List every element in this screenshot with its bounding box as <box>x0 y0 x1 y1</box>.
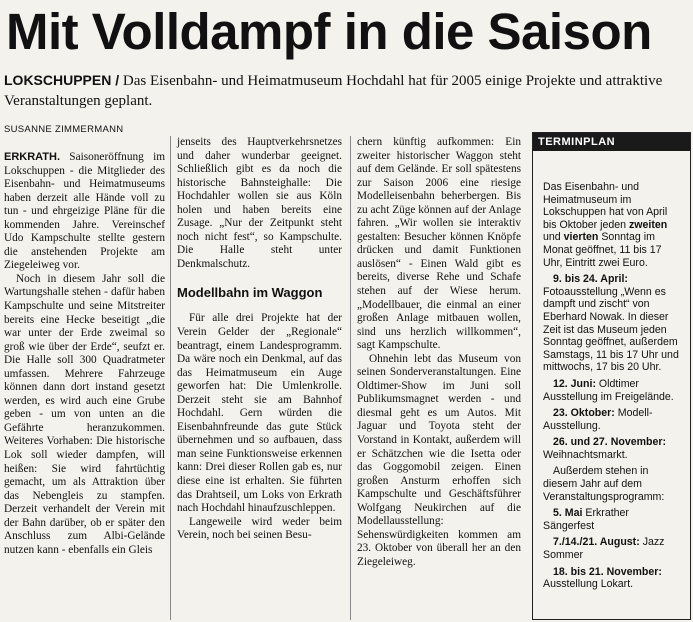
event-text: Erkrather Sängerfest <box>543 507 629 532</box>
headline: Mit Volldampf in die Saison <box>6 3 652 60</box>
event-text: Oldtimer Ausstellung im Freigelände. <box>543 377 674 403</box>
event-date: 7./14./21. August: <box>553 536 640 549</box>
event-date: 12. Juni: <box>553 377 596 390</box>
event-text: Ausstellung Lokart. <box>543 578 634 591</box>
event-item <box>543 273 683 374</box>
event-date: 26. und 27. November: <box>553 436 667 449</box>
event-date: 5. Mai <box>553 507 583 520</box>
intro-bold-vierten: vierten <box>563 231 599 244</box>
event-date: 9. bis 24. April: <box>553 273 628 286</box>
event-text: Weihnachtsmarkt. <box>543 448 628 461</box>
col3-paragraph-1: chern künftig aufkommen: Ein zweiter historischer Waggon steht auf dem Gelände. Er soll spätestens zur Saison 2006 eine riesige Modelleisenbahn beherbergen. Bis zu acht Züge können auf der Anlage fahren. „Wir wollen sie interaktiv gestalten: Besucher können Knöpfe drücken und damit Funktionen auslösen“ - Einen Wald gibt es bereits, diverse Rehe und Schafe stehen auf der Wiese herum. „Modellbauer, die einmal an einer großen Anlage mitbauen wollen, sind uns herzlich willkommen“, sagt Kampschulte. <box>357 136 521 352</box>
article-column-3 <box>357 136 521 570</box>
event-item <box>543 378 683 403</box>
col2-paragraph-1: jenseits des Hauptverkehrsnetzes und daher wunderbar geeignet. Schließlich gibt es da noch die historische Bahnsteighalle: Die Hochdahler wollen sie aus Köln holen und haben bereits eine Zusage. „Nur der Zeitpunkt steht noch nicht fest“, so Kampschulte. Die Halle steht unter Denkmalschutz. <box>177 136 342 270</box>
article-column-1 <box>4 151 165 557</box>
event-date: 23. Oktober: <box>553 407 615 420</box>
column-divider <box>350 136 351 620</box>
col2-paragraph-3: Langeweile wird weder beim Verein, noch bei seinen Besu- <box>177 515 342 542</box>
event-text: Außerdem stehen in diesem Jahr auf dem Veranstaltungsprogramm: <box>543 465 665 503</box>
article-column-2 <box>177 136 342 543</box>
col2-paragraph-2: Für alle drei Projekte hat der Verein Gelder der „Regionale“ beantragt, einem Landesprogramm. Da wäre noch ein Denkmal, auf das das Heimatmuseum ein Auge geworfen hat: Die Umlenkrolle. Derzeit steht sie am Bahnhof Hochdahl. Gern würden die Eisenbahnfreunde das gute Stück übernehmen und so aufbauen, dass man seine Funktionsweise erkennen kann: Drei dieser Rollen gab es, nur diese eine ist erhalten. Sie führten das Drahtseil, um Loks von Erkrath nach Hochdahl hinaufzuschleppen. <box>177 312 342 515</box>
intro-bold-zweiten: zweiten <box>628 218 668 231</box>
event-text: Modell-Ausstellung. <box>543 407 653 432</box>
terminplan-intro <box>543 181 683 269</box>
intro-text: Sonntag im Monat geöffnet, 11 bis 17 Uhr, Eintritt zwei Euro. <box>543 231 662 269</box>
column-divider <box>170 136 171 620</box>
event-item <box>543 465 683 503</box>
lead-paragraph <box>4 70 690 111</box>
terminplan-title: TERMINPLAN <box>533 133 690 151</box>
event-item <box>543 407 683 432</box>
event-item <box>543 507 683 532</box>
event-date: 18. bis 21. November: <box>553 565 662 578</box>
event-text: Fotoausstellung „Wenn es dampft und zischt“ von Eberhard Nowak. In dieser Zeit ist das Museum jeden Sonntag geöffnet, außerdem Samstags, 11 bis 17 Uhr und mittwochs, 17 bis 20 Uhr. <box>543 285 679 374</box>
event-item <box>543 436 683 461</box>
byline: SUSANNE ZIMMERMANN <box>4 124 124 135</box>
col3-paragraph-2: Ohnehin lebt das Museum von seinen Sonderveranstaltungen. Eine Oldtimer-Show im Juni soll Publikumsmagnet werden - und diesmal geht es um Autos. Mit Jaguar und Toyota steht der Vorstand in Kontakt, außerdem will er Schätzchen wie die Isetta oder das Goggomobil zeigen. Einen großen Ansturm erhoffen sich Kampschulte und Geschäftsführer Wolfgang Neukirchen auf die Modellausstellung: Sehenswürdigkeiten kommen am 23. Oktober von überall her an den Ziegeleiweg. <box>357 352 521 568</box>
col1-paragraph-1: Saisoneröffnung im Lokschuppen - die Mitglieder des Eisenbahn- und Heimatmuseums haben derzeit alle Hände voll zu tun - und ehrgeizige Pläne für die kommenden Jahre. Vereinschef Udo Kampschulte stellte gestern die anstehenden Projekte am Ziegeleiweg vor. <box>4 151 165 272</box>
event-item <box>543 536 683 561</box>
col1-paragraph-2: Noch in diesem Jahr soll die Wartungshalle stehen - dafür haben Kampschulte und seine Mitstreiter bereits eine Hecke beseitigt „die war unter der Erde zweimal so groß wie über der Erde“, seufzt er. Die Halle soll 300 Quadratmeter umfassen. Mehrere Fahrzeuge können dann dort instand gesetzt werden, es wird auch eine Grube geben - um von unten an die Gefährte heranzukommen. Weiteres Vorhaben: Die historische Lok soll wieder dampfen, will heißen: Sie wird fahrtüchtig gemacht, um als Attraktion über das Nebengleis zu stampfen. Derzeit verhandelt der Verein mit der Bahn darüber, ob er später den Anschluss zum Albi-Gelände nutzen kann - ebenfalls ein Gleis <box>4 272 165 556</box>
intro-text: und <box>543 231 564 244</box>
event-item <box>543 566 683 591</box>
lead-kicker: LOKSCHUPPEN / <box>4 72 120 88</box>
event-text: Jazz Sommer <box>543 536 665 562</box>
terminplan-body <box>533 151 690 591</box>
subheading: Modellbahn im Waggon <box>177 285 323 301</box>
lead-text: Das Eisenbahn- und Heimatmuseum Hochdahl hat für 2005 einige Projekte und attraktive Veranstaltungen geplant. <box>4 73 663 109</box>
dateline: ERKRATH. <box>4 151 61 163</box>
intro-text: Das Eisenbahn- und Heimatmuseum im Lokschuppen hat von April bis Oktober jeden <box>543 181 668 231</box>
terminplan-box <box>532 132 691 620</box>
